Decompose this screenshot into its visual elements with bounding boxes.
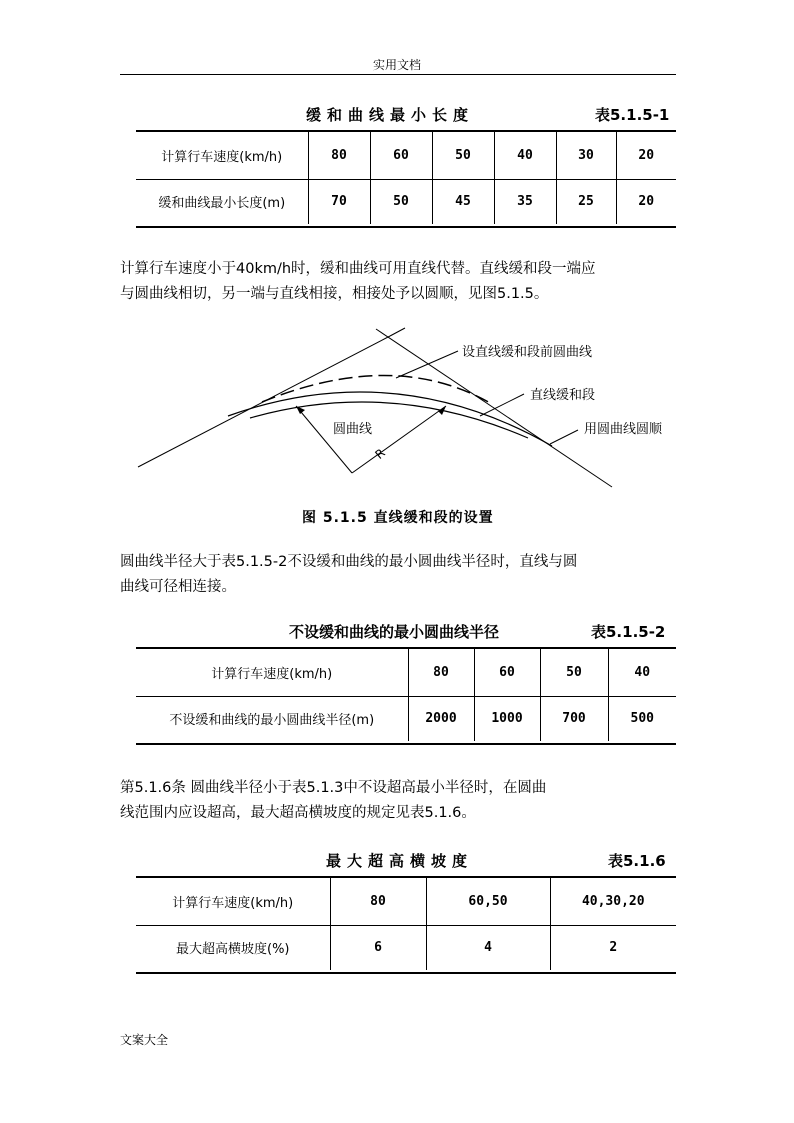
table-cell: 60,50	[426, 878, 550, 925]
paragraph-3	[120, 776, 676, 826]
table-cell: 40	[608, 649, 676, 696]
table-cell: 45	[432, 179, 494, 224]
circular-curve	[250, 402, 528, 438]
table1-number: 表5.1.5-1	[595, 106, 670, 124]
table-row	[136, 132, 676, 179]
paragraph-2	[120, 550, 676, 600]
row-label: 最大超高横坡度(%)	[176, 942, 290, 958]
table-cell: 50	[370, 179, 432, 224]
table-cell: 60	[370, 132, 432, 179]
row-label: 计算行车速度(km/h)	[136, 649, 408, 696]
table-cell: 40,30,20	[550, 878, 676, 925]
table-row	[136, 649, 676, 696]
table3	[136, 878, 676, 970]
paragraph-line: 与圆曲线相切，另一端与直线相接，相接处予以圆顺，见图5.1.5。	[120, 286, 549, 302]
table-cell: 50	[432, 132, 494, 179]
table-cell: 500	[608, 696, 676, 741]
table2-number: 表5.1.5-2	[591, 623, 666, 641]
table-cell: 80	[308, 132, 370, 179]
table-cell: 1000	[474, 696, 540, 741]
label-radius: R	[372, 445, 388, 462]
table-cell: 2	[550, 925, 676, 970]
table-cell: 50	[540, 649, 608, 696]
leader-line	[550, 430, 578, 444]
table-cell: 40	[494, 132, 556, 179]
label-transition: 直线缓和段	[530, 388, 596, 403]
table-cell: 35	[494, 179, 556, 224]
paragraph-line: 曲线可径相连接。	[120, 579, 236, 595]
table1-caption: 缓和曲线最小长度	[306, 106, 475, 124]
table-cell: 80	[408, 649, 474, 696]
paragraph-line: 圆曲线半径大于表5.1.5-2不设缓和曲线的最小圆曲线半径时，直线与圆	[120, 554, 578, 570]
label-before-curve: 设直线缓和段前圆曲线	[462, 345, 593, 360]
figure-transition-diagram	[0, 320, 794, 500]
leader-line	[396, 351, 458, 378]
figure-caption: 图 5.1.5 直线缓和段的设置	[302, 510, 494, 526]
tangent-line-extension	[390, 328, 405, 336]
radius-line-right	[352, 406, 446, 473]
radius-line-left	[296, 406, 352, 473]
table-cell: 2000	[408, 696, 474, 741]
paragraph-line: 线范围内应设超高，最大超高横坡度的规定见表5.1.6。	[120, 805, 476, 821]
page-header: 实用文档	[372, 58, 421, 72]
table1	[136, 132, 676, 224]
leader-line	[480, 394, 524, 416]
paragraph-1	[120, 257, 676, 307]
before-curve-dashed	[262, 375, 492, 404]
table-cell: 80	[330, 878, 426, 925]
label-circular: 圆曲线	[333, 422, 373, 437]
label-rounding: 用圆曲线圆顺	[584, 422, 663, 437]
table-row	[136, 878, 676, 925]
table3-number: 表5.1.6	[608, 852, 666, 870]
row-label: 计算行车速度(km/h)	[136, 132, 308, 179]
table-row	[136, 925, 676, 970]
table2-caption: 不设缓和曲线的最小圆曲线半径	[289, 623, 500, 641]
row-label: 计算行车速度(km/h)	[136, 878, 330, 925]
table-cell: 70	[308, 179, 370, 224]
table-cell: 30	[556, 132, 616, 179]
table-cell: 700	[540, 696, 608, 741]
table3-caption: 最大超高横坡度	[326, 852, 474, 870]
table-cell: 20	[616, 179, 676, 224]
page-footer: 文案大全	[120, 1033, 169, 1047]
table-row	[136, 696, 676, 741]
header-divider	[120, 74, 676, 75]
paragraph-line: 第5.1.6条 圆曲线半径小于表5.1.3中不设超高最小半径时，在圆曲	[120, 780, 547, 796]
table-row	[136, 179, 676, 224]
table-cell: 20	[616, 132, 676, 179]
paragraph-line: 计算行车速度小于40km/h时，缓和曲线可用直线代替。直线缓和段一端应	[120, 261, 596, 277]
table-cell: 60	[474, 649, 540, 696]
transition-curve	[228, 392, 552, 446]
table-cell: 4	[426, 925, 550, 970]
table2	[136, 649, 676, 741]
row-label: 缓和曲线最小长度(m)	[158, 196, 286, 212]
table-cell: 6	[330, 925, 426, 970]
row-label: 不设缓和曲线的最小圆曲线半径(m)	[169, 713, 375, 729]
table-cell: 25	[556, 179, 616, 224]
